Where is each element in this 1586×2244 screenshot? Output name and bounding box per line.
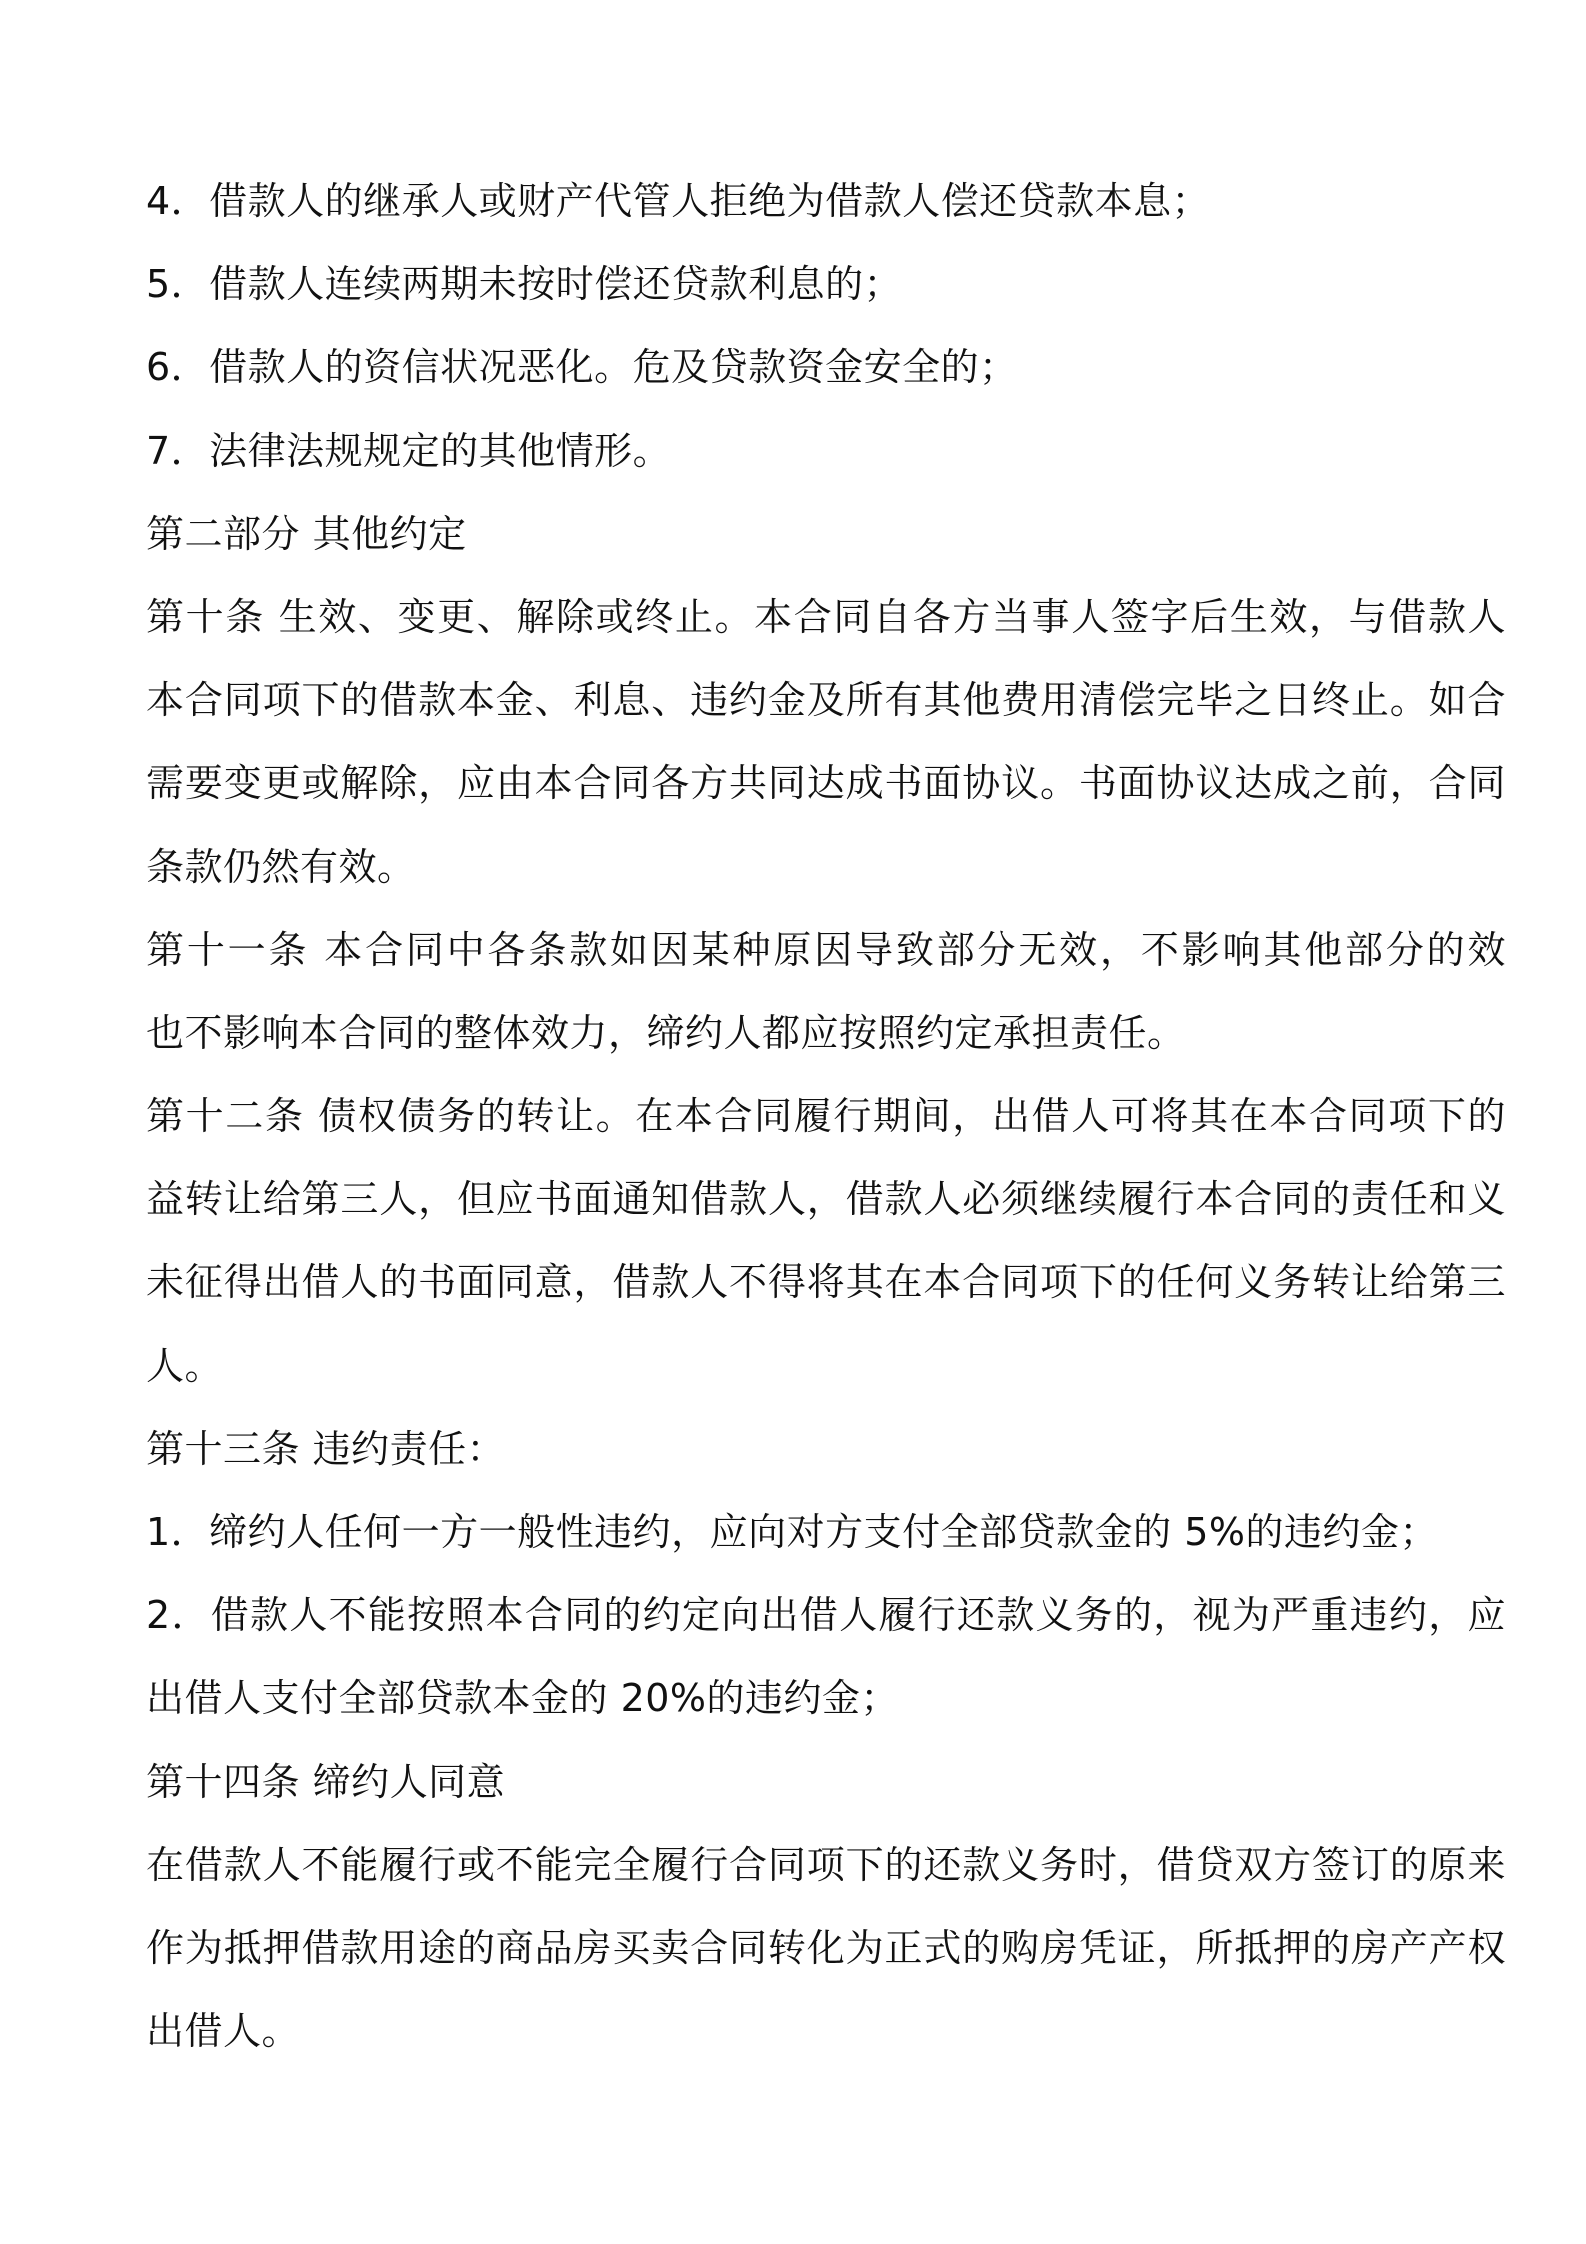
text-line: 出借人支付全部贷款本金的 20%的违约金； bbox=[146, 1676, 900, 1721]
text-line: 第十三条 违约责任： bbox=[146, 1426, 506, 1471]
document-body bbox=[146, 160, 1506, 2073]
text-line: 4．借款人的继承人或财产代管人拒绝为借款人偿还贷款本息； bbox=[146, 179, 1211, 223]
text-line: 第十四条 缔约人同意 bbox=[146, 1759, 506, 1804]
text-line: 未征得出借人的书面同意，借款人不得将其在本合同项下的任何义务转让给第三 bbox=[146, 1260, 1506, 1305]
text-line: 作为抵押借款用途的商品房买卖合同转化为正式的购房凭证，所抵押的房产产权 bbox=[146, 1925, 1506, 1970]
text-line: 条款仍然有效。 bbox=[146, 844, 416, 889]
text-line: 2．借款人不能按照本合同的约定向出借人履行还款义务的，视为严重违约，应 bbox=[146, 1593, 1506, 1638]
text-line: 人。 bbox=[146, 1343, 224, 1388]
text-line: 在借款人不能履行或不能完全履行合同项下的还款义务时，借贷双方签订的原来 bbox=[146, 1842, 1506, 1887]
text-line: 本合同项下的借款本金、利息、违约金及所有其他费用清偿完毕之日终止。如合 bbox=[146, 678, 1506, 723]
text-line: 第十二条 债权债务的转让。在本合同履行期间，出借人可将其在本合同项下的 bbox=[146, 1094, 1506, 1139]
text-line: 第十条 生效、变更、解除或终止。本合同自各方当事人签字后生效，与借款人 bbox=[146, 594, 1506, 639]
text-line: 6．借款人的资信状况恶化。危及贷款资金安全的； bbox=[146, 345, 1018, 390]
text-line: 1．缔约人任何一方一般性违约，应向对方支付全部贷款金的 5%的违约金； bbox=[146, 1510, 1439, 1554]
text-line: 益转让给第三人，但应书面通知借款人，借款人必须继续履行本合同的责任和义 bbox=[146, 1177, 1506, 1222]
text-line: 出借人。 bbox=[146, 2009, 301, 2054]
text-line: 需要变更或解除，应由本合同各方共同达成书面协议。书面协议达成之前，合同 bbox=[146, 761, 1506, 806]
text-line: 也不影响本合同的整体效力，缔约人都应按照约定承担责任。 bbox=[146, 1010, 1186, 1055]
text-line: 5．借款人连续两期未按时偿还贷款利息的； bbox=[146, 262, 903, 307]
section-heading: 第二部分 其他约定 bbox=[146, 511, 467, 556]
text-line: 7．法律法规规定的其他情形。 bbox=[146, 428, 672, 473]
text-line: 第十一条 本合同中各条款如因某种原因导致部分无效，不影响其他部分的效 bbox=[146, 927, 1506, 972]
